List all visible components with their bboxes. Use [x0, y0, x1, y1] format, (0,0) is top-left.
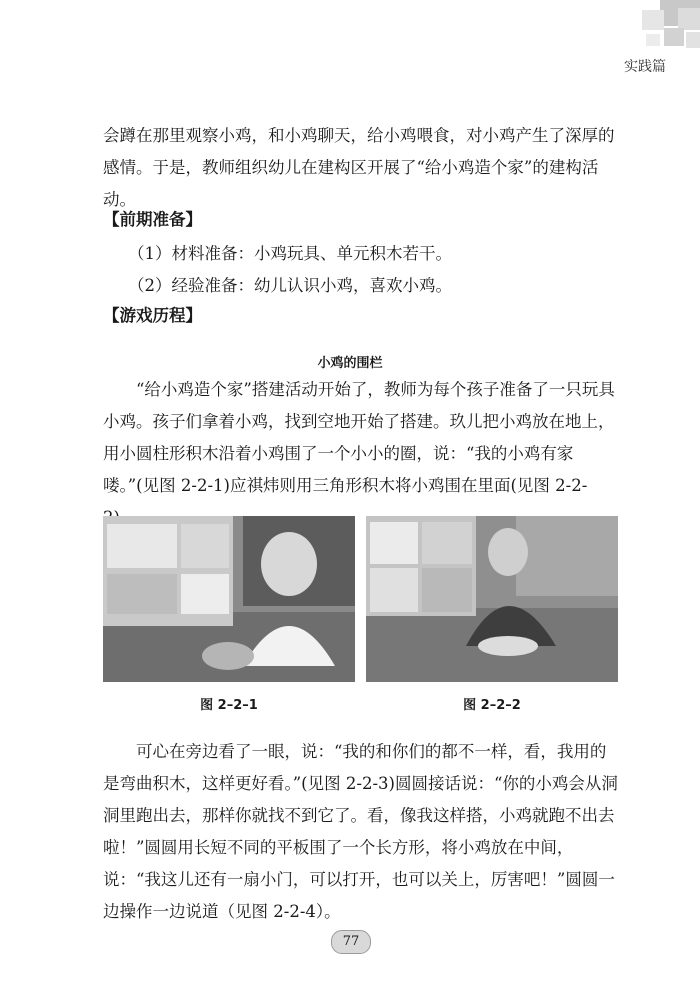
prep-item-experience: （2）经验准备：幼儿认识小鸡，喜欢小鸡。	[128, 276, 452, 295]
figure-photo-2	[366, 516, 618, 682]
story-paragraph-1: “给小鸡造个家”搭建活动开始了，教师为每个孩子准备了一只玩具小鸡。孩子们拿着小鸡，找到空地开始了搭建。玖儿把小鸡放在地上，用小圆柱形积木沿着小鸡围了一个小小的圈，说：“我的小鸡有家喽。”(见图 2-2-1)应祺炜则用三角形积木将小鸡围在里面(见图 2-2-	[103, 380, 615, 495]
prep-item-materials: （1）材料准备：小鸡玩具、单元积木若干。	[128, 244, 452, 263]
figure-caption-1: 图 2–2–1	[200, 698, 258, 713]
figure-photo-1	[103, 516, 355, 682]
process-heading: 【游戏历程】	[103, 306, 202, 325]
intro-paragraph: 会蹲在那里观察小鸡，和小鸡聊天，给小鸡喂食，对小鸡产生了深厚的感情。于是，教师组织幼儿在建构区开展了“给小鸡造个家”的建构活动。	[103, 126, 615, 209]
section-label: 实践篇	[624, 59, 666, 75]
page-number: 77	[331, 930, 371, 954]
figure-caption-2: 图 2–2–2	[463, 698, 521, 713]
prep-heading: 【前期准备】	[103, 210, 202, 229]
cube-cluster-icon	[590, 0, 700, 60]
story-paragraph-2: 可心在旁边看了一眼，说：“我的和你们的都不一样，看，我用的是弯曲积木，这样更好看。”(见图 2-2-3)圆圆接话说：“你的小鸡会从洞洞里跑出去，那样你就找不到它了。看，像我这样搭，小鸡就跑不出去啦！”圆圆用长短不同的平板围了一个长方形，将小鸡放在中间，说：“我这儿还有一扇小门，可以打开，也可以关上，厉害吧！”圆圆一边操作一边说道（见图 2-2-4）。	[103, 742, 618, 921]
story-title: 小鸡的围栏	[317, 356, 383, 371]
